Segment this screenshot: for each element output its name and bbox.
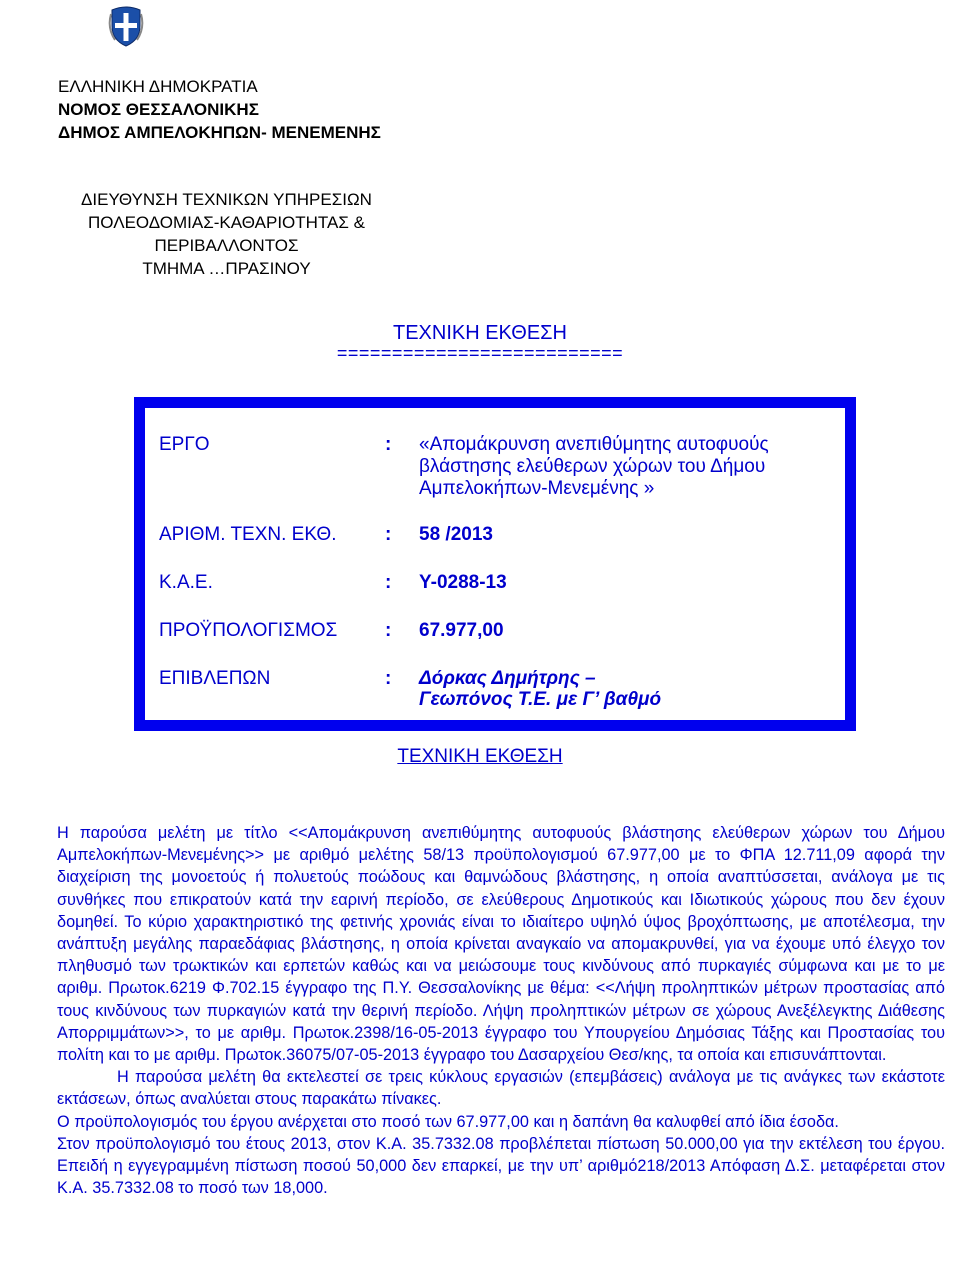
municipality-line: ΔΗΜΟΣ ΑΜΠΕΛΟΚΗΠΩΝ- ΜΕΝΕΜΕΝΗΣ [58, 123, 381, 142]
department-line-1: ΔΙΕΥΘΥΝΣΗ ΤΕΧΝΙΚΩΝ ΥΠΗΡΕΣΙΩΝ [81, 190, 372, 209]
paragraph-1: Η παρούσα μελέτη με τίτλο <<Απομάκρυνση ανεπιθύμητης αυτοφυούς βλάστησης ελεύθερων χώρων του Δήμου Αμπελοκήπων-Μενεμένης>> με αριθμό μελέτης 58/13 προϋπολογισμού 67.977,00 με το ΦΠΑ 12.711,09 αφορά την διαχείριση της μονοετούς ή πολυετούς ποώδους και θαμνώδους βλάστησης, η οποία αναπτύσσεται, ανάλογα με τις συνθήκες που επικρατούν κατά την εαρινή περίοδο, σε ελεύθερους Δημοτικούς και Ιδιωτικούς χώρους που δεν έχουν δομηθεί. Το κύριο χαρακτηριστικό της φετινής χρονιάς είναι το ιδιαίτερο υψηλό ύψος βροχόπτωσης, με αποτέλεσμα, την ανάπτυξη μεγάλης παραεδάφιας βλάστησης, η οποία κρίνεται αναγκαίο να απομακρυνθεί, για να έχουμε υπό έλεγχο τον πληθυσμό των τρωκτικών και ερπετών καθώς και να μειώσουμε τους κινδύνους από πυρκαγιές σύμφωνα και με το με αριθμ. Πρωτοκ.6219 Φ.702.15 έγγραφο της Π.Υ. Θεσσαλονίκης με θέμα: <<Λήψη προληπτικών μέτρων προστασίας από τους κινδύνους των πυρκαγιών κατά την θερινή περίοδο. Λήψη προληπτικών μέτρων σε χώρους Ανεξέλεγκτης Διάθεσης Απορριμμάτων>>, το με αριθμ. Πρωτοκ.2398/16-05-2013 έγγραφο του Υπουργείου Δημόσιας Τάξης και Προστασίας του πολίτη και το με αριθμ. Πρωτοκ.36075/07-05-2013 έγγραφο του Δασαρχείου Θεσ/κης, τα οποία και επισυνάπτονται. [57, 824, 945, 1065]
ergo-value-2: βλάστησης ελεύθερων χώρων του Δήμου [419, 456, 766, 477]
kae-label: Κ.Α.Ε. [159, 572, 213, 593]
title-rule: ========================== [336, 343, 624, 363]
report-body [57, 822, 945, 1199]
budget-value: 67.977,00 [419, 620, 504, 641]
project-info-box [134, 397, 856, 731]
prefecture-line: ΝΟΜΟΣ ΘΕΣΣΑΛΟΝΙΚΗΣ [58, 100, 259, 119]
ergo-label: ΕΡΓΟ [159, 434, 210, 455]
budget-colon: : [385, 620, 392, 641]
supervisor-colon: : [385, 668, 392, 689]
country-line: ΕΛΛΗΝΙΚΗ ΔΗΜΟΚΡΑΤΙΑ [58, 77, 258, 96]
number-colon: : [385, 524, 392, 545]
budget-label: ΠΡΟΫΠΟΛΟΓΙΣΜΟΣ [159, 620, 338, 641]
paragraph-3: Ο προϋπολογισμός του έργου ανέρχεται στο ποσό των 67.977,00 και η δαπάνη θα καλυφθεί από ίδια έσοδα. [57, 1112, 839, 1131]
issuer-header [58, 75, 381, 144]
department-line-2: ΠΟΛΕΟΔΟΜΙΑΣ-ΚΑΘΑΡΙΟΤΗΤΑΣ & [88, 213, 365, 232]
number-value: 58 /2013 [419, 524, 493, 545]
kae-value: Υ-0288-13 [419, 572, 507, 593]
supervisor-value-2: Γεωπόνος Τ.Ε. με Γ’ βαθμό [419, 689, 662, 710]
department-block [54, 188, 399, 280]
kae-colon: : [385, 572, 392, 593]
greek-coat-of-arms-icon [107, 4, 145, 48]
paragraph-4: Στον προϋπολογισμό του έτους 2013, στον Κ.Α. 35.7332.08 προβλέπεται πίστωση 50.000,00 για την εκτέλεση του έργου. Επειδή η εγγεγραμμένη πίστωση ποσού 50,000 δεν επαρκεί, με την υπ’ αριθμό218/2013 Απόφαση Δ.Σ. μεταφέρεται στον Κ.Α. 35.7332.08 το ποσό των 18,000. [57, 1134, 945, 1198]
paragraph-2: Η παρούσα μελέτη θα εκτελεστεί σε τρεις κύκλους εργασιών (επεμβάσεις) ανάλογα με τις ανάγκες των εκάστοτε εκτάσεων, όπως αναλύεται στους παρακάτω πίνακες. [57, 1068, 945, 1109]
ergo-value-1: «Απομάκρυνση ανεπιθύμητης αυτοφυούς [419, 434, 769, 455]
ergo-colon: : [385, 434, 392, 455]
report-heading: ΤΕΧΝΙΚΗ ΕΚΘΕΣΗ [397, 746, 563, 767]
ergo-value-3: Αμπελοκήπων-Μενεμένης » [419, 478, 655, 499]
number-label: ΑΡΙΘΜ. ΤΕΧΝ. ΕΚΘ. [159, 524, 337, 545]
department-line-3: ΠΕΡΙΒΑΛΛΟΝΤΟΣ [154, 236, 299, 255]
department-line-4: ΤΜΗΜΑ …ΠΡΑΣΙΝΟΥ [142, 259, 311, 278]
supervisor-value-1: Δόρκας Δημήτρης – [419, 668, 596, 689]
supervisor-label: ΕΠΙΒΛΕΠΩΝ [159, 668, 271, 689]
document-title: ΤΕΧΝΙΚΗ ΕΚΘΕΣΗ [392, 322, 567, 344]
